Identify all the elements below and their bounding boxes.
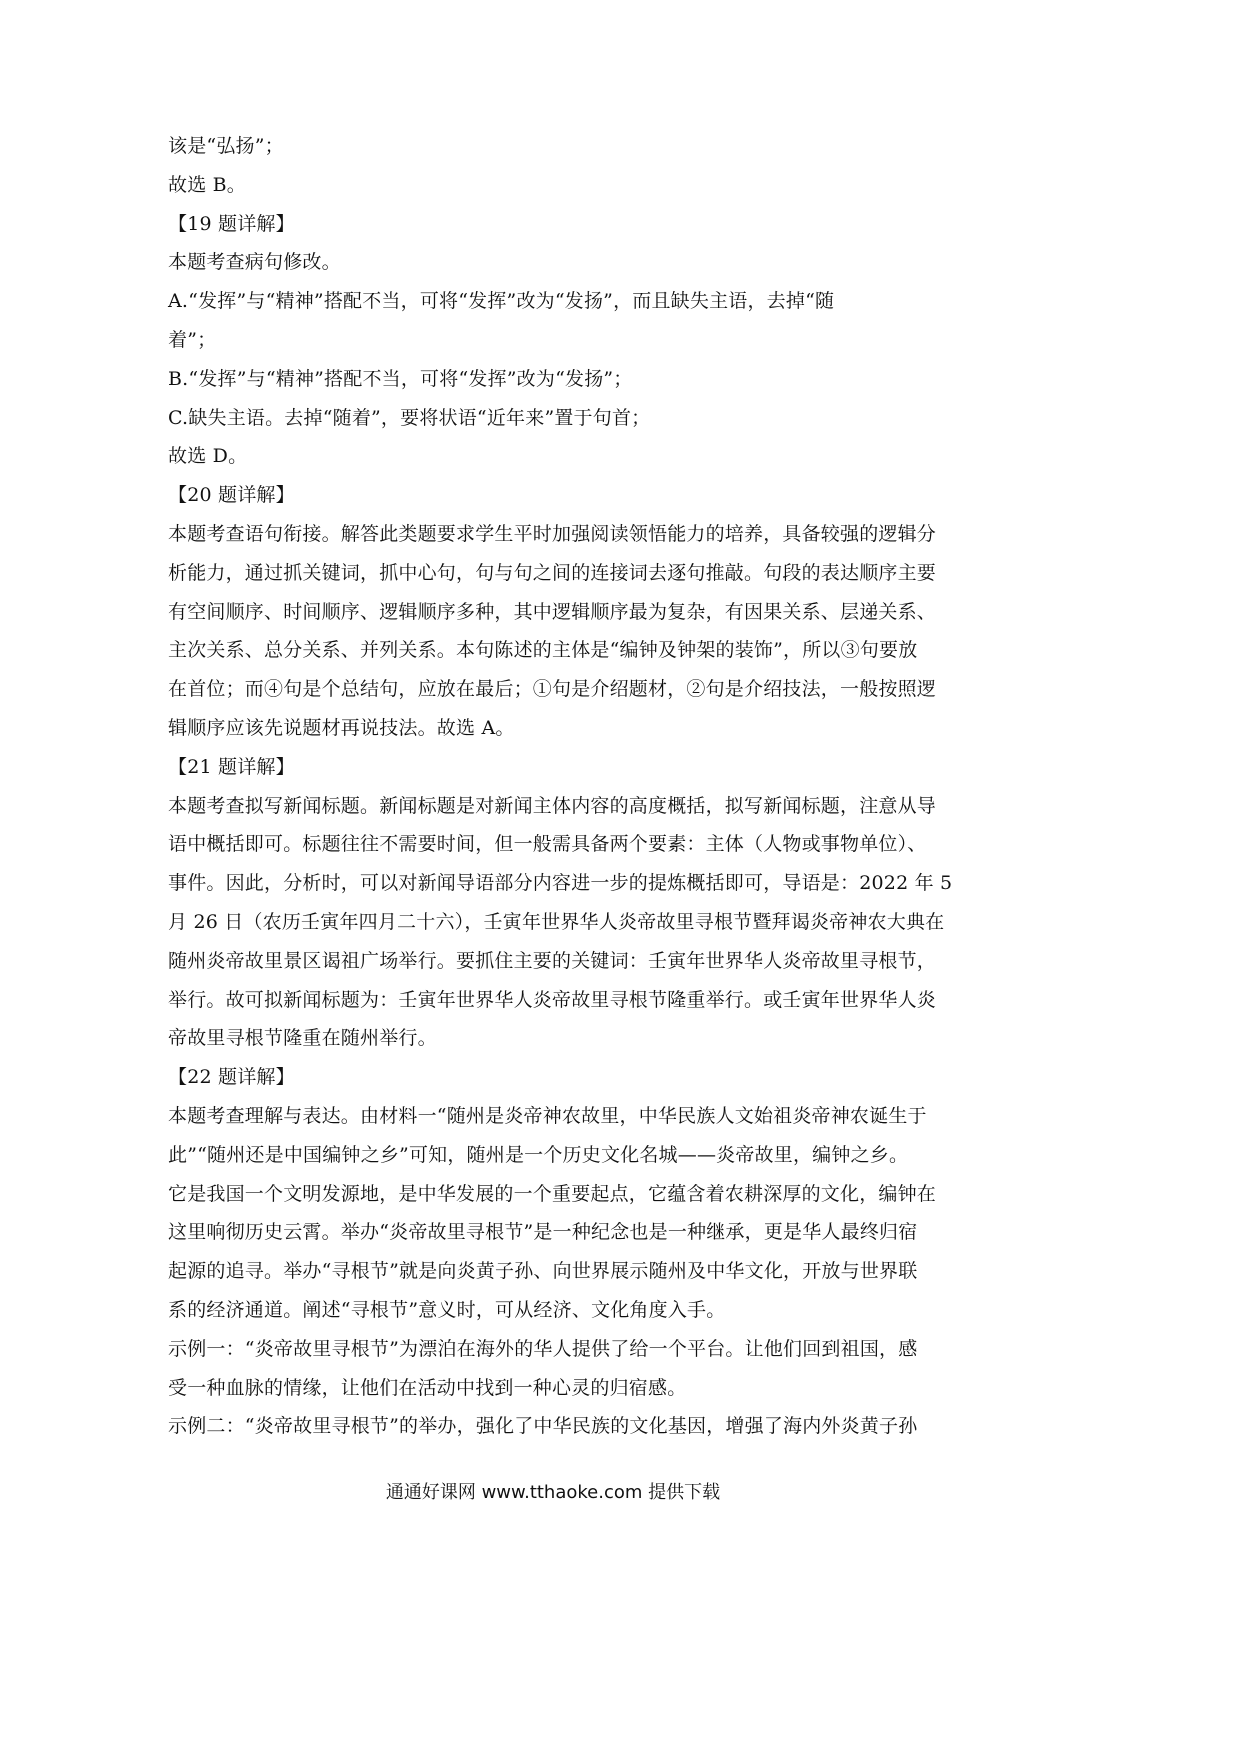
text-line: A.“发挥”与“精神”搭配不当，可将“发挥”改为“发扬”，而且缺失主语，去掉“随 — [168, 290, 835, 313]
text-line: B.“发挥”与“精神”搭配不当，可将“发挥”改为“发扬”； — [168, 367, 633, 390]
text-line: 在首位；而④句是个总结句，应放在最后；①句是介绍题材，②句是介绍技法，一般按照逻 — [168, 678, 937, 701]
text-line: 受一种血脉的情缘，让他们在活动中找到一种心灵的归宿感。 — [168, 1376, 687, 1399]
text-line: 这里响彻历史云霄。举办“炎帝故里寻根节”是一种纪念也是一种继承，更是华人最终归宿 — [168, 1221, 918, 1244]
section-heading: 【22 题详解】 — [168, 1066, 295, 1089]
text-line: 析能力，通过抓关键词，抓中心句，句与句之间的连接词去逐句推敲。句段的表达顺序主要 — [168, 561, 937, 584]
text-line: 该是“弘扬”； — [168, 135, 284, 157]
text-line: 辑顺序应该先说题材再说技法。故选 A。 — [168, 716, 515, 739]
text-line: 语中概括即可。标题往往不需要时间，但一般需具备两个要素：主体（人物或事物单位）、 — [168, 833, 927, 856]
text-line: 举行。故可拟新闻标题为：壬寅年世界华人炎帝故里寻根节隆重举行。或壬寅年世界华人炎 — [168, 988, 937, 1011]
section-heading: 【19 题详解】 — [168, 212, 295, 235]
text-line: 主次关系、总分关系、并列关系。本句陈述的主体是“编钟及钟架的装饰”，所以③句要放 — [168, 639, 918, 662]
text-line: 本题考查理解与表达。由材料一“随州是炎帝神农故里，中华民族人文始祖炎帝神农诞生于 — [168, 1104, 927, 1127]
text-line: 月 26 日（农历壬寅年四月二十六），壬寅年世界华人炎帝故里寻根节暨拜谒炎帝神农大典在 — [168, 910, 945, 933]
text-line: 随州炎帝故里景区谒祖广场举行。要抓住主要的关键词：壬寅年世界华人炎帝故里寻根节， — [168, 949, 937, 972]
section-heading: 【20 题详解】 — [168, 484, 295, 507]
text-line: 事件。因此，分析时，可以对新闻导语部分内容进一步的提炼概括即可，导语是：2022 年 5 — [168, 872, 953, 895]
text-line: 故选 B。 — [168, 173, 247, 196]
page-footer: 通通好课网 www.tthaoke.com 提供下载 — [385, 1482, 721, 1503]
section-heading: 【21 题详解】 — [168, 755, 295, 778]
text-line: C.缺失主语。去掉“随着”，要将状语“近年来”置于句首； — [168, 406, 651, 429]
text-line: 示例一：“炎帝故里寻根节”为漂泊在海外的华人提供了给一个平台。让他们回到祖国，感 — [168, 1337, 918, 1360]
text-line: 示例二：“炎帝故里寻根节”的举办，强化了中华民族的文化基因，增强了海内外炎黄子孙 — [168, 1415, 918, 1438]
text-line: 帝故里寻根节隆重在随州举行。 — [168, 1027, 437, 1050]
text-line: 着”； — [168, 328, 217, 351]
text-line: 本题考查语句衔接。解答此类题要求学生平时加强阅读领悟能力的培养，具备较强的逻辑分 — [168, 522, 937, 545]
text-line: 有空间顺序、时间顺序、逻辑顺序多种，其中逻辑顺序最为复杂，有因果关系、层递关系、 — [168, 600, 937, 623]
document-body — [168, 127, 953, 1446]
text-line: 起源的追寻。举办“寻根节”就是向炎黄子孙、向世界展示随州及中华文化，开放与世界联 — [168, 1260, 918, 1283]
text-line: 本题考查病句修改。 — [168, 251, 341, 274]
text-line: 系的经济通道。阐述“寻根节”意义时，可从经济、文化角度入手。 — [168, 1298, 726, 1321]
text-line: 本题考查拟写新闻标题。新闻标题是对新闻主体内容的高度概括，拟写新闻标题，注意从导 — [168, 794, 937, 817]
text-line: 此”“随州还是中国编钟之乡”可知，随州是一个历史文化名城——炎帝故里，编钟之乡。 — [168, 1143, 909, 1166]
text-line: 故选 D。 — [168, 445, 248, 468]
text-line: 它是我国一个文明发源地，是中华发展的一个重要起点，它蕴含着农耕深厚的文化，编钟在 — [168, 1182, 937, 1205]
